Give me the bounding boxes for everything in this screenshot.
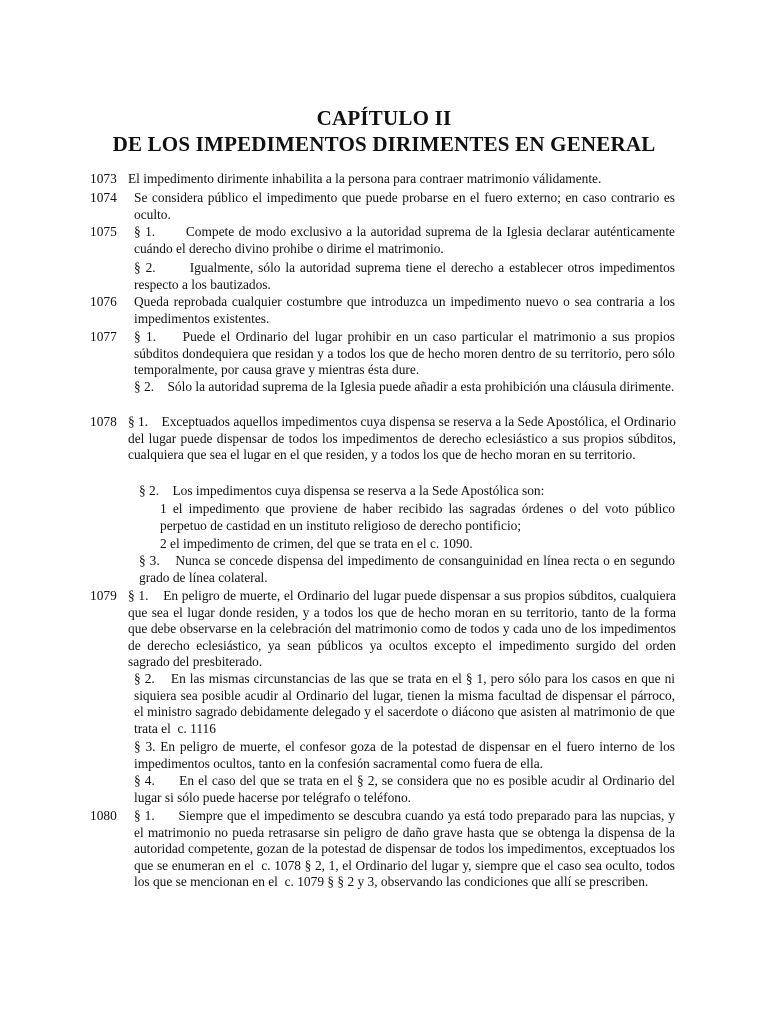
chapter-title: CAPÍTULO II [316,106,452,130]
canon-number: 1075 [90,224,117,239]
canon-paragraph: § 1. Puede el Ordinario del lugar prohibir en un caso particular el matrimonio a sus propios súbditos dondequiera que residan y a todos los que de hecho moren dentro de su territorio, pero sólo temporalmente, por causa grave y mientras ésta dure. [134,329,679,378]
canon-paragraph: § 3. Nunca se concede dispensa del impedimento de consanguinidad en línea recta o en segundo grado de línea colateral. [139,553,679,585]
canon-paragraph: § 2. En las mismas circunstancias de las que se trata en el § 1, pero sólo para los casos en que ni siquiera sea posible acudir al Ordinario del lugar, tienen la misma facultad de dispensar el párroco, el ministro sagrado debidamente delegado y el sacerdote o diácono que asisten al matrimonio de que trata el c. 1116 [134,671,679,736]
canon-number: 1077 [90,329,117,344]
canon-paragraph: § 2. Los impedimentos cuya dispensa se reserva a la Sede Apostólica son: [139,483,545,498]
canon-paragraph: § 3. En peligro de muerte, el confesor goza de la potestad de dispensar en el fuero interno de los impedimentos ocultos, tanto en la confesión sacramental como fuera de ella. [134,739,679,771]
canon-number: 1078 [90,414,117,429]
canon-number: 1080 [90,808,117,823]
canon-paragraph: Se considera público el impedimento que puede probarse en el fuero externo; en caso contrario es oculto. [134,190,675,222]
canon-number: 1076 [90,294,117,309]
canon-paragraph: Queda reprobada cualquier costumbre que introduzca un impedimento nuevo o sea contraria a los impedimentos existentes. [134,294,675,326]
canon-paragraph: § 4. En el caso del que se trata en el § 2, se considera que no es posible acudir al Ordinario del lugar si sólo puede hacerse por telégrafo o teléfono. [134,773,679,805]
canon-paragraph: § 1. Exceptuados aquellos impedimentos cuya dispensa se reserva a la Sede Apostólica, el Ordinario del lugar puede dispensar de todos los impedimentos de derecho eclesiástico a sus propios súbditos, cualquiera que sea el lugar en el que residen, y a todos los que de hecho moran en su territorio. [128,414,680,463]
canon-list-item: 1 el impedimento que proviene de haber recibido las sagradas órdenes o del voto público perpetuo de castidad en un instituto religioso de derecho pontificio; [160,501,675,533]
canon-number: 1079 [90,588,117,603]
canon-paragraph: § 1. En peligro de muerte, el Ordinario del lugar puede dispensar a sus propios súbditos, cualquiera que sea el lugar donde residen, y a todos los que de hecho moran en su territorio, tanto de la forma que debe observarse en la celebración del matrimonio como de todos y cada uno de los impedimentos de derecho eclesiástico, ya sean públicos ya ocultos excepto el impedimento surgido del orden sagrado del presbiterado. [128,588,680,670]
canon-paragraph: El impedimento dirimente inhabilita a la persona para contraer matrimonio válidamente. [128,171,602,186]
canon-paragraph: § 2. Igualmente, sólo la autoridad suprema tiene el derecho a establecer otros impedimentos respecto a los bautizados. [134,260,679,292]
canon-list-item: 2 el impedimento de crimen, del que se trata en el c. 1090. [160,536,473,551]
chapter-subtitle: DE LOS IMPEDIMENTOS DIRIMENTES EN GENERAL [112,132,656,156]
canon-paragraph: § 2. Sólo la autoridad suprema de la Iglesia puede añadir a esta prohibición una cláusula dirimente. [134,379,675,394]
canon-number: 1073 [90,171,117,186]
canon-number: 1074 [90,190,117,205]
canon-paragraph: § 1. Compete de modo exclusivo a la autoridad suprema de la Iglesia declarar auténticamente cuándo el derecho divino prohibe o dirime el matrimonio. [134,224,679,256]
canon-paragraph: § 1. Siempre que el impedimento se descubra cuando ya está todo preparado para las nupcias, y el matrimonio no pueda retrasarse sin peligro de daño grave hasta que se obtenga la dispensa de la autoridad competente, gozan de la potestad de dispensar de todos los impedimentos, exceptuados los que se enumeran en el c. 1078 § 2, 1, el Ordinario del lugar y, siempre que el caso sea oculto, todos los que se mencionan en el c. 1079 § § 2 y 3, observando las condiciones que allí se prescriben. [134,808,679,890]
